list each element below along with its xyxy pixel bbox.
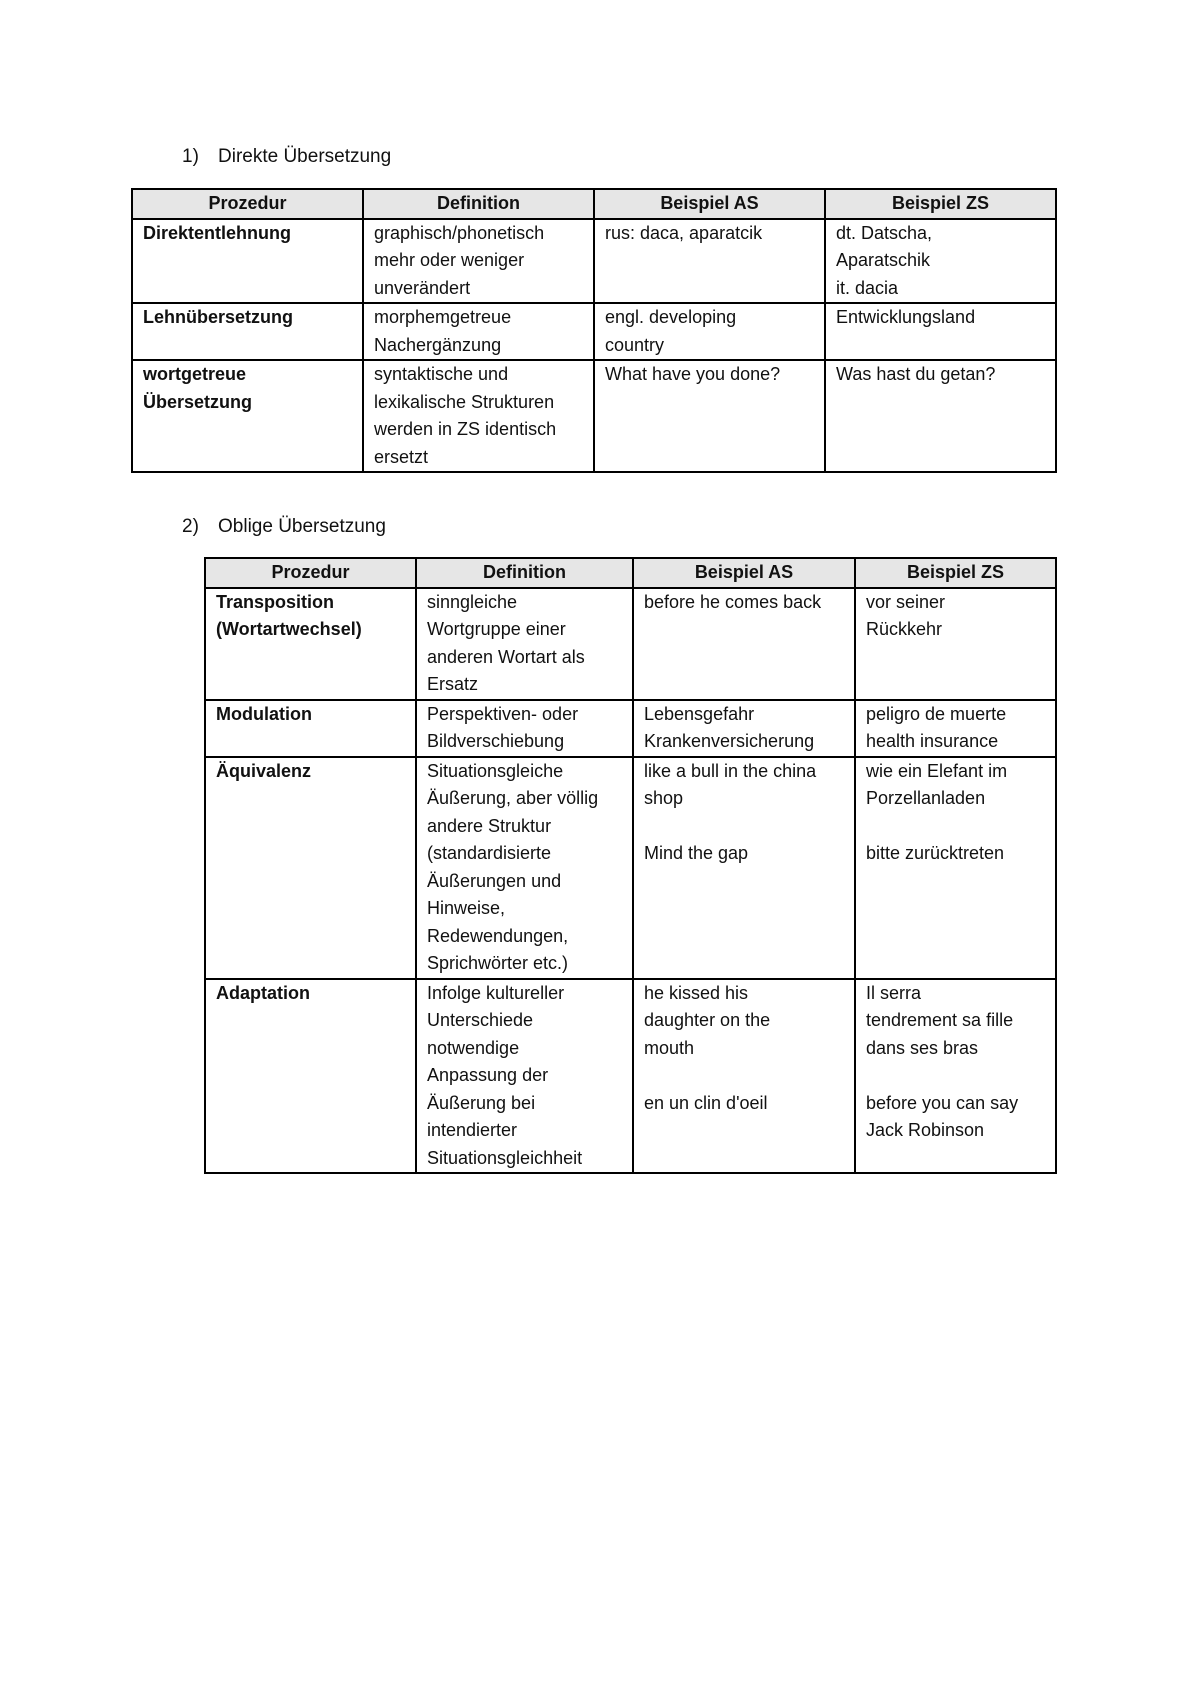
- cell-line: Äußerungen und: [427, 870, 562, 891]
- procedure-cell: [205, 700, 416, 757]
- example-as-cell: [594, 303, 825, 360]
- cell-line: wie ein Elefant im: [866, 760, 1008, 781]
- table-row: [205, 979, 1056, 1174]
- cell-line: Perspektiven- oder: [427, 703, 579, 724]
- column-header: Beispiel ZS: [855, 558, 1056, 588]
- definition-cell: [416, 588, 633, 700]
- table-row: [205, 757, 1056, 979]
- section-1-heading: [182, 146, 391, 168]
- definition-cell: [363, 360, 594, 472]
- cell-line: health insurance: [866, 731, 999, 751]
- section-2-heading: [182, 516, 386, 538]
- cell-line: Hinweise,: [427, 898, 506, 918]
- cell-line: morphemgetreue: [374, 307, 512, 327]
- example-zs-cell: [855, 979, 1056, 1174]
- column-header: Definition: [363, 189, 594, 219]
- cell-line: Direktentlehnung: [143, 222, 292, 243]
- table-row: [205, 700, 1056, 757]
- cell-line: country: [605, 334, 665, 355]
- cell-line: Situationsgleiche: [427, 760, 564, 781]
- cell-line: unverändert: [374, 277, 471, 298]
- cell-line: What have you done?: [605, 364, 781, 384]
- column-header: Beispiel AS: [633, 558, 855, 588]
- cell-line: Transposition: [216, 591, 335, 612]
- cell-line: tendrement sa fille: [866, 1010, 1014, 1030]
- definition-cell: [363, 303, 594, 360]
- cell-line: Rückkehr: [866, 619, 943, 639]
- cell-spacer: [866, 813, 1045, 841]
- cell-line: Il serra: [866, 982, 922, 1003]
- cell-line: bitte zurücktreten: [866, 843, 1005, 863]
- table-row: [132, 303, 1056, 360]
- oblique-translation-table: [204, 557, 1057, 1174]
- column-header: Definition: [416, 558, 633, 588]
- definition-cell: [416, 979, 633, 1174]
- cell-line: graphisch/phonetisch: [374, 222, 545, 243]
- definition-cell: [363, 219, 594, 304]
- example-as-cell: [633, 700, 855, 757]
- cell-line: mehr oder weniger: [374, 250, 525, 270]
- cell-line: Mind the gap: [644, 843, 749, 863]
- table-header-row: [132, 189, 1056, 219]
- cell-line: Adaptation: [216, 982, 310, 1003]
- procedure-cell: [205, 757, 416, 979]
- cell-line: Unterschiede: [427, 1010, 534, 1030]
- cell-line: Redewendungen,: [427, 925, 569, 946]
- cell-line: like a bull in the china: [644, 760, 817, 781]
- example-zs-cell: [825, 303, 1056, 360]
- example-as-cell: [594, 360, 825, 472]
- cell-line: vor seiner: [866, 591, 946, 612]
- cell-line: syntaktische und: [374, 364, 509, 384]
- cell-line: ersetzt: [374, 446, 429, 467]
- example-as-cell: [594, 219, 825, 304]
- procedure-cell: [205, 979, 416, 1174]
- example-as-cell: [633, 588, 855, 700]
- example-zs-cell: [825, 219, 1056, 304]
- cell-line: Übersetzung: [143, 391, 253, 412]
- column-header: Prozedur: [132, 189, 363, 219]
- cell-line: Porzellanladen: [866, 788, 986, 808]
- cell-line: andere Struktur: [427, 815, 552, 836]
- cell-line: dans ses bras: [866, 1037, 979, 1058]
- cell-line: Krankenversicherung: [644, 731, 815, 751]
- section-1-number: 1): [182, 146, 199, 167]
- column-header: Prozedur: [205, 558, 416, 588]
- cell-line: Aparatschik: [836, 250, 931, 270]
- table-row: [132, 360, 1056, 472]
- cell-spacer: [644, 1062, 844, 1090]
- example-as-cell: [633, 757, 855, 979]
- cell-line: Modulation: [216, 703, 312, 724]
- procedure-cell: [132, 219, 363, 304]
- cell-line: Wortgruppe einer: [427, 619, 566, 639]
- cell-line: anderen Wortart als: [427, 646, 585, 667]
- cell-line: mouth: [644, 1037, 695, 1058]
- cell-line: (Wortartwechsel): [216, 619, 362, 639]
- table-row: [205, 588, 1056, 700]
- procedure-cell: [132, 303, 363, 360]
- cell-line: Sprichwörter etc.): [427, 953, 569, 973]
- cell-line: Anpassung der: [427, 1065, 549, 1085]
- cell-spacer: [866, 1062, 1045, 1090]
- cell-line: Äußerung bei: [427, 1092, 536, 1113]
- cell-line: Äquivalenz: [216, 760, 312, 781]
- cell-line: Äußerung, aber völlig: [427, 788, 599, 808]
- definition-cell: [416, 700, 633, 757]
- example-zs-cell: [855, 700, 1056, 757]
- cell-line: Ersatz: [427, 674, 479, 694]
- cell-line: Lebensgefahr: [644, 703, 755, 724]
- cell-line: Lehnübersetzung: [143, 307, 294, 327]
- cell-line: rus: daca, aparatcik: [605, 222, 763, 243]
- cell-line: daughter on the: [644, 1010, 771, 1030]
- example-as-cell: [633, 979, 855, 1174]
- section-2-title: Oblige Übersetzung: [218, 516, 386, 537]
- cell-line: Bildverschiebung: [427, 731, 565, 751]
- cell-line: before he comes back: [644, 591, 822, 612]
- procedure-cell: [132, 360, 363, 472]
- cell-line: werden in ZS identisch: [374, 419, 557, 439]
- cell-line: (standardisierte: [427, 843, 552, 863]
- cell-spacer: [644, 813, 844, 841]
- table-row: [132, 219, 1056, 304]
- cell-line: en un clin d'oeil: [644, 1092, 768, 1113]
- table-header-row: [205, 558, 1056, 588]
- section-2-number: 2): [182, 516, 199, 537]
- cell-line: Nachergänzung: [374, 334, 502, 355]
- example-zs-cell: [855, 588, 1056, 700]
- cell-line: sinngleiche: [427, 591, 518, 612]
- cell-line: Jack Robinson: [866, 1120, 985, 1140]
- direct-translation-table: [131, 188, 1057, 473]
- column-header: Beispiel AS: [594, 189, 825, 219]
- example-zs-cell: [825, 360, 1056, 472]
- cell-line: peligro de muerte: [866, 703, 1007, 724]
- example-zs-cell: [855, 757, 1056, 979]
- cell-line: Situationsgleichheit: [427, 1147, 583, 1168]
- section-1-title: Direkte Übersetzung: [218, 146, 392, 167]
- cell-line: he kissed his: [644, 982, 749, 1003]
- cell-line: before you can say: [866, 1092, 1019, 1113]
- cell-line: Infolge kultureller: [427, 982, 565, 1003]
- cell-line: notwendige: [427, 1037, 520, 1058]
- definition-cell: [416, 757, 633, 979]
- cell-line: Was hast du getan?: [836, 364, 996, 384]
- cell-line: shop: [644, 788, 684, 808]
- cell-line: intendierter: [427, 1120, 518, 1140]
- cell-line: it. dacia: [836, 277, 899, 298]
- cell-line: lexikalische Strukturen: [374, 391, 555, 412]
- procedure-cell: [205, 588, 416, 700]
- cell-line: engl. developing: [605, 307, 737, 327]
- cell-line: dt. Datscha,: [836, 222, 933, 243]
- cell-line: wortgetreue: [143, 364, 247, 384]
- cell-line: Entwicklungsland: [836, 307, 976, 327]
- column-header: Beispiel ZS: [825, 189, 1056, 219]
